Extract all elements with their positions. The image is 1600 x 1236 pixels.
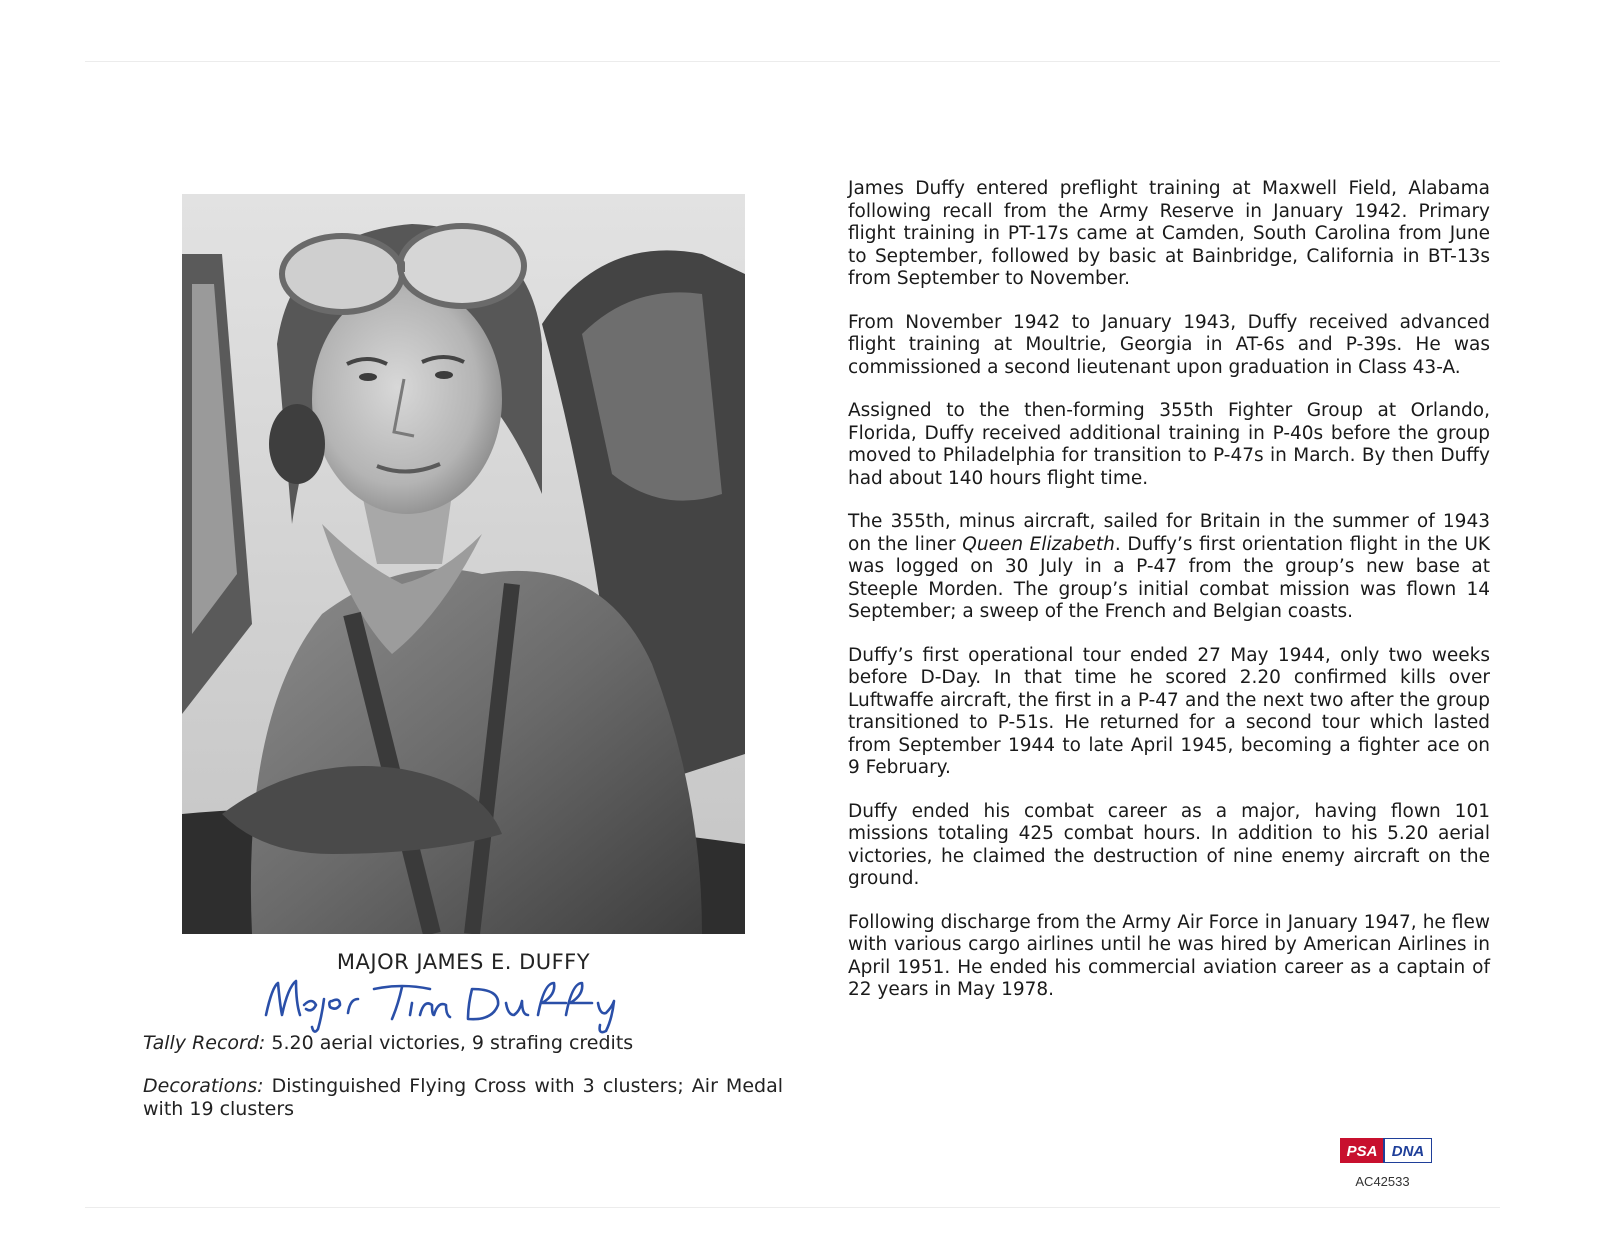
tally-record [143,1032,633,1054]
bio-paragraph-2: From November 1942 to January 1943, Duffy received advanced flight training at Moultrie, Georgia in AT-6s and P-39s. He was commissioned a second lieutenant upon graduation in Class 43-A. [848,311,1490,378]
bottom-edge-line [85,1207,1500,1208]
decorations-label: Decorations: [143,1075,264,1097]
psa-dna-logo [1340,1138,1432,1163]
bio-paragraph-4-end: . Duffy’s first orientation flight in the UK was logged on 30 July in a P-47 from the group’s new base at Steeple Morden. The group’s initial combat mission was flown 14 September; a sweep of the French and Belgian coasts. [848,533,1491,622]
top-edge-line [85,61,1500,62]
dna-logo-text: DNA [1391,1143,1425,1160]
bio-paragraph-3: Assigned to the then-forming 355th Fighter Group at Orlando, Florida, Duffy received additional training in P-40s before the group moved to Philadelphia for transition to P-47s in March. By then Duffy had about 140 hours flight time. [848,400,1490,489]
tally-record-label: Tally Record: [143,1032,266,1054]
bio-paragraph-6: Duffy ended his combat career as a major, having flown 101 missions totaling 425 combat hours. In addition to his 5.20 aerial victories, he claimed the destruction of nine enemy aircraft on the ground. [848,800,1490,889]
tally-record-value: 5.20 aerial victories, 9 strafing credits [265,1032,634,1054]
decorations-value: Distinguished Flying Cross with 3 clusters; Air Medal with 19 clusters [143,1075,783,1120]
bio-paragraph-4-start: The 355th, minus aircraft, sailed for Britain in the summer of 1943 on the liner [848,511,1490,555]
pilot-name-caption: MAJOR JAMES E. DUFFY [336,950,591,974]
decorations-record [143,1075,783,1121]
biography-text [848,178,1490,1023]
bio-paragraph-1: James Duffy entered preflight training at Maxwell Field, Alabama following recall from the Army Reserve in January 1942. Primary flight training in PT-17s came at Camden, South Carolina from June to September, followed by basic at Bainbridge, California in BT-13s from September to November. [848,178,1490,289]
authentication-code: AC42533 [1355,1174,1410,1189]
bio-paragraph-4 [848,511,1490,624]
autograph-signature [262,975,642,1035]
ship-name: Queen Elizabeth [962,533,1115,555]
psa-logo-text: PSA [1346,1143,1378,1160]
pilot-portrait-photo [182,194,745,934]
bio-paragraph-7: Following discharge from the Army Air Force in January 1947, he flew with various cargo airlines until he was hired by American Airlines in April 1951. He ended his commercial aviation career as a captain of 22 years in May 1978. [848,911,1490,1000]
bio-paragraph-5: Duffy’s first operational tour ended 27 May 1944, only two weeks before D-Day. In that time he scored 2.20 confirmed kills over Luftwaffe aircraft, the first in a P-47 and the next two after the group transitioned to P-51s. He returned for a second tour which lasted from September 1944 to late April 1945, becoming a fighter ace on 9 February. [848,644,1490,778]
portrait-illustration [182,194,745,934]
